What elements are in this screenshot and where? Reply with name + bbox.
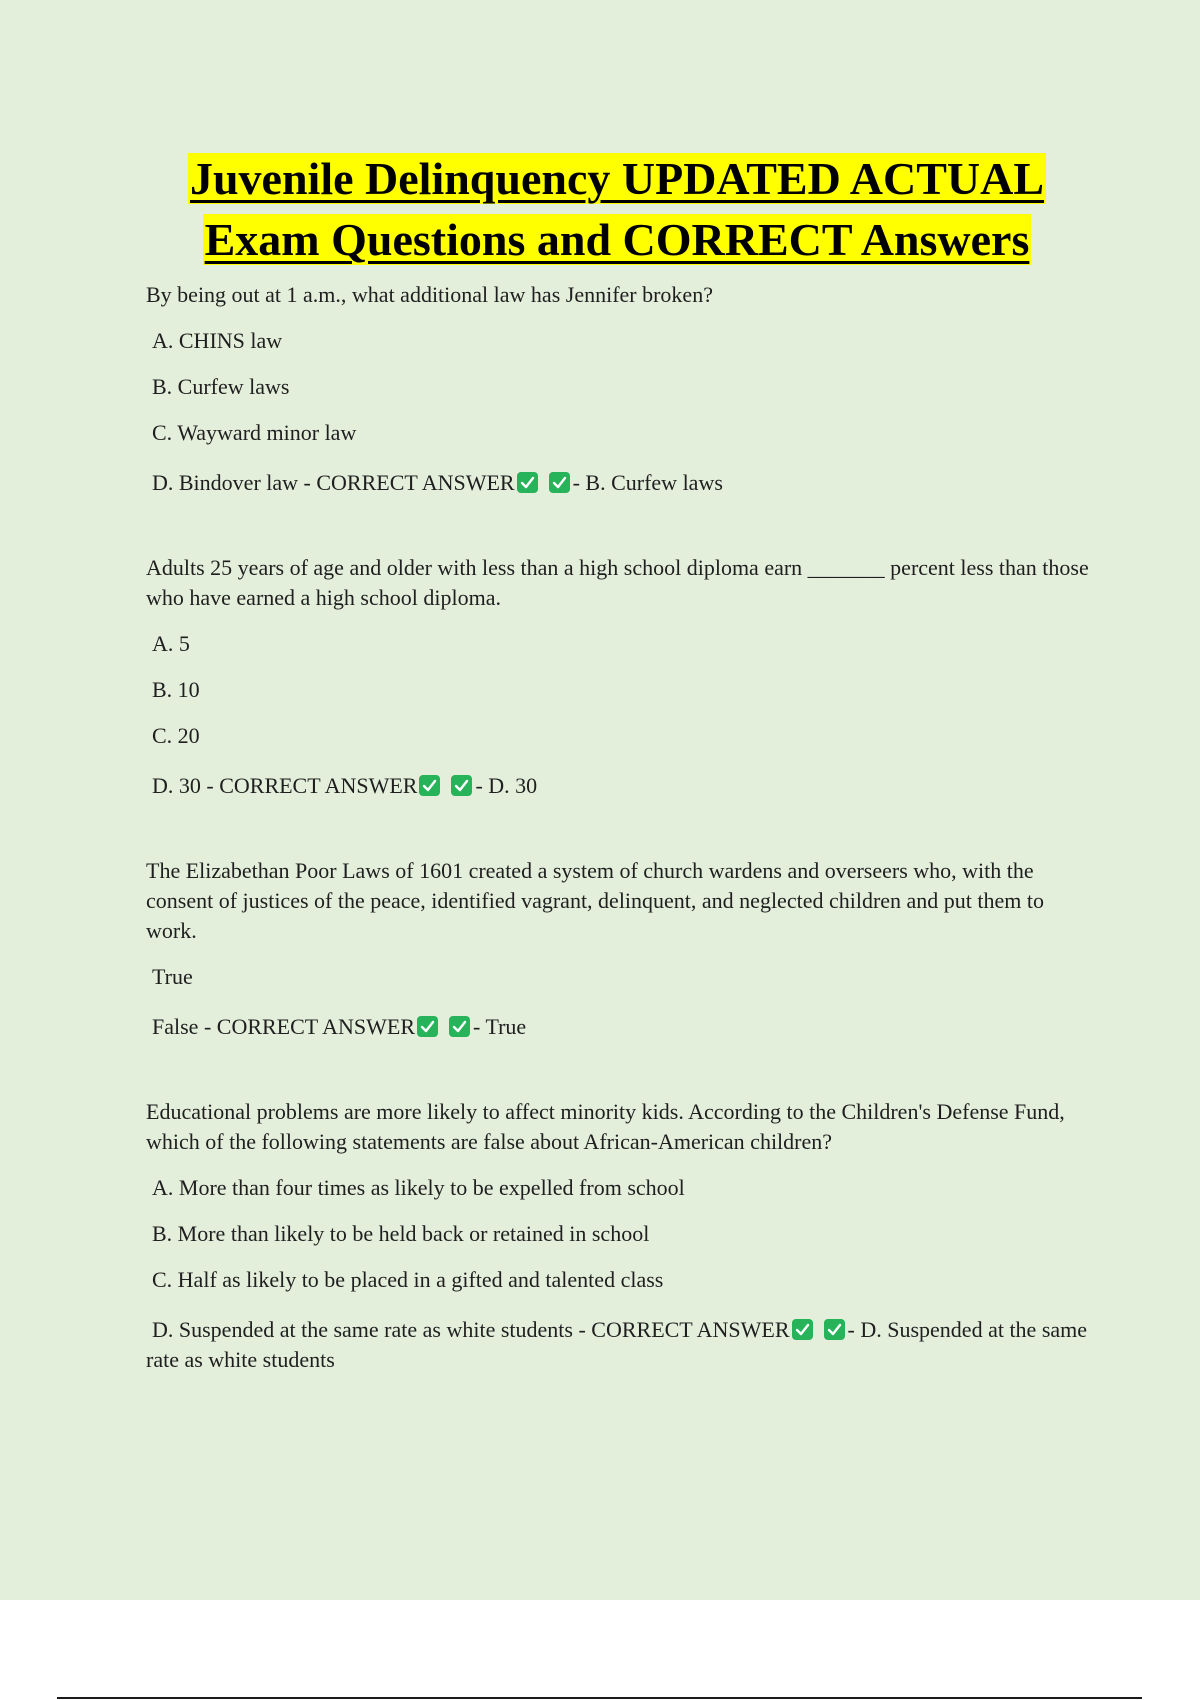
- option-b: B. 10: [152, 677, 200, 702]
- question-text: The Elizabethan Poor Laws of 1601 created a system of church wardens and overseers who, with the consent of justices of the peace, identified vagrant, delinquent, and neglected children and put them to work.: [146, 858, 1045, 943]
- question-block: [146, 1097, 1096, 1375]
- option-a: A. 5: [152, 631, 190, 656]
- correct-answer-text: - True: [473, 1014, 527, 1039]
- option-a: A. CHINS law: [152, 328, 283, 353]
- correct-answer-text: - D. 30: [475, 773, 538, 798]
- title-line-2: Exam Questions and CORRECT Answers: [204, 214, 1030, 265]
- check-mark-icon: [451, 775, 472, 796]
- question-block: [146, 553, 1096, 801]
- check-mark-icon: [417, 1016, 438, 1037]
- option-false: False - CORRECT ANSWER: [152, 1014, 416, 1039]
- correct-answer-text: - D. Suspended at the same rate as white students: [146, 1317, 1088, 1372]
- check-mark-icon: [517, 472, 538, 493]
- questions-list: [146, 280, 1096, 1430]
- option-c: C. Wayward minor law: [152, 420, 357, 445]
- check-mark-icon: [419, 775, 440, 796]
- question-text: Educational problems are more likely to affect minority kids. According to the Children's Defense Fund, which of the following statements are false about African-American children?: [146, 1099, 1065, 1154]
- option-d: D. Bindover law - CORRECT ANSWER: [152, 470, 515, 495]
- question-text: By being out at 1 a.m., what additional law has Jennifer broken?: [146, 282, 713, 307]
- answer-line: [152, 468, 1096, 498]
- check-mark-icon: [824, 1319, 845, 1340]
- answer-line: [152, 1012, 1096, 1042]
- option-b: B. Curfew laws: [152, 374, 290, 399]
- title-line-1: Juvenile Delinquency UPDATED ACTUAL: [189, 153, 1045, 204]
- answer-line: [146, 1315, 1096, 1375]
- question-block: [146, 280, 1096, 498]
- option-true: True: [152, 964, 193, 989]
- question-block: [146, 856, 1096, 1042]
- check-mark-icon: [549, 472, 570, 493]
- option-d: D. Suspended at the same rate as white students - CORRECT ANSWER: [152, 1317, 790, 1342]
- option-d: D. 30 - CORRECT ANSWER: [152, 773, 418, 798]
- option-c: C. 20: [152, 723, 200, 748]
- document-title: [0, 148, 1200, 270]
- correct-answer-text: - B. Curfew laws: [572, 470, 723, 495]
- option-c: C. Half as likely to be placed in a gifted and talented class: [152, 1267, 664, 1292]
- option-b: B. More than likely to be held back or retained in school: [152, 1221, 650, 1246]
- option-a: A. More than four times as likely to be expelled from school: [152, 1175, 685, 1200]
- check-mark-icon: [792, 1319, 813, 1340]
- answer-line: [152, 771, 1096, 801]
- check-mark-icon: [449, 1016, 470, 1037]
- question-text: Adults 25 years of age and older with less than a high school diploma earn _______ percent less than those who have earned a high school diploma.: [146, 555, 1089, 610]
- footer-divider: [57, 1697, 1142, 1699]
